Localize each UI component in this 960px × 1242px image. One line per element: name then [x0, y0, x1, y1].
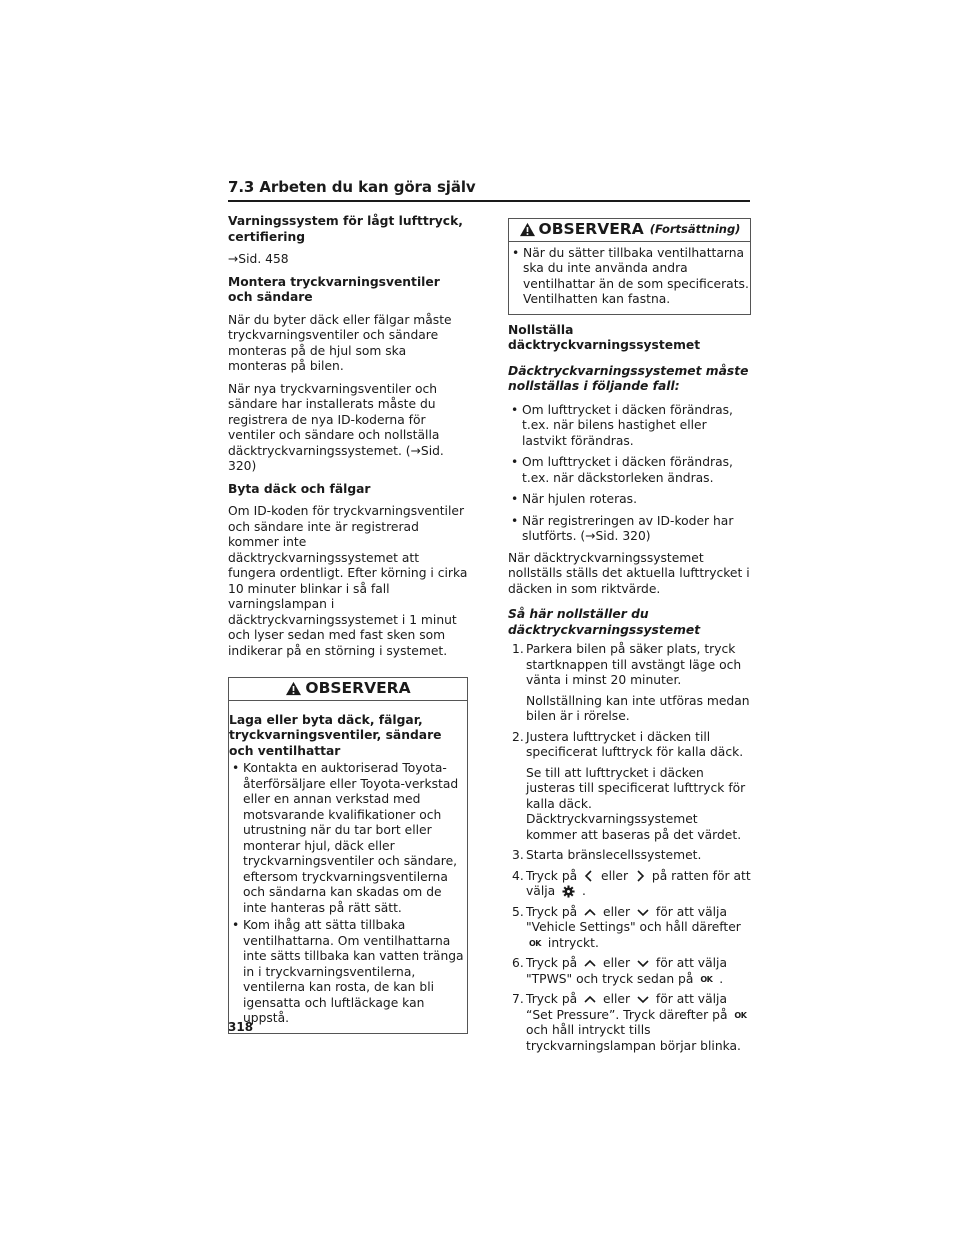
step-note: Nollställning kan inte utföras medan bilen är i rörelse.: [526, 693, 750, 723]
warning-continued-label: (Fortsättning): [649, 222, 741, 236]
warning-box-continued: [508, 218, 751, 315]
paragraph: När du byter däck eller fälgar måste tryckvarningsventiler och sändare monteras på de hjul som ska monteras på bilen.: [228, 312, 452, 373]
step-text: för att välja “Set Pressure”. Tryck därefter på: [526, 992, 728, 1022]
heading-how-to-reset: Så här nollställer du däcktryckvarningssystemet: [508, 607, 701, 637]
chevron-up-icon: [584, 908, 596, 917]
list-item: • När hjulen roteras.: [508, 492, 751, 508]
step-6: [508, 956, 751, 987]
step-text: Justera lufttrycket i däcken till specificerat lufttryck för kalla däck.: [526, 729, 744, 759]
step-text: Tryck på: [526, 992, 578, 1006]
step-text: Parkera bilen på säker plats, tryck startknappen till avstängt läge och vänta i minst 20 minuter.: [526, 642, 742, 687]
chevron-down-icon: [637, 995, 649, 1004]
ok-button-icon: OK: [734, 1010, 747, 1020]
warning-title: [229, 678, 467, 701]
step-number: 7.: [512, 992, 524, 1006]
step-2: [508, 730, 751, 761]
list-item: • Kontakta en auktoriserad Toyota-återförsäljare eller Toyota-verkstad eller en annan verkstad med motsvarande kvalifikationer och utrustning när du tar bort eller monterar hjul, däck eller tryckvarningsventiler och sändare, eftersom tryckvarningsventilerna och sändarna kan skadas om de inte hanteras på rätt sätt.: [229, 761, 467, 916]
page-number: 318: [228, 1020, 254, 1034]
heading-change-tires: Byta däck och fälgar: [228, 481, 371, 496]
step-1: [508, 642, 751, 689]
step-text: Tryck på: [526, 956, 578, 970]
heading-reset-system: Nollställa däcktryckvarningssystemet: [508, 322, 701, 352]
step-text: på ratten för att välja: [526, 868, 751, 898]
chevron-right-icon: [635, 870, 645, 882]
left-column: [228, 214, 468, 1034]
list-item: • När du sätter tillbaka ventilhattarna ska du inte använda andra ventilhattar än de som specificerats. Ventilhatten kan fastna.: [509, 246, 750, 308]
step-text: Tryck på: [526, 904, 578, 919]
step-5: [508, 905, 751, 952]
ok-button-icon: OK: [529, 938, 541, 948]
chevron-down-icon: [637, 908, 649, 917]
right-column: [508, 218, 751, 1059]
warning-triangle-icon: [519, 222, 536, 237]
step-number: 4.: [512, 868, 524, 883]
step-text: .: [582, 884, 586, 898]
step-text: .: [719, 971, 724, 986]
chevron-left-icon: [584, 870, 594, 882]
section-header: 7.3 Arbeten du kan göra själv: [228, 178, 750, 202]
ok-button-icon: OK: [700, 974, 713, 984]
step-text: för att välja "Vehicle Settings" och håll därefter: [526, 904, 741, 934]
paragraph: Om ID-koden för tryckvarningsventiler och sändare inte är registrerad kommer inte däcktryckvarningssystemet att fungera ordentligt. Efter körning i cirka 10 minuter blinkar i så fall varningslampan i däcktryckvarningssystemet i 1 minut och lyser sedan med fast sken som indikerar på en störning i systemet.: [228, 504, 468, 658]
warning-title-text: OBSERVERA: [538, 220, 644, 238]
step-number: 1.: [512, 642, 524, 656]
step-text: eller: [603, 992, 631, 1006]
step-note: Se till att lufttrycket i däcken justeras till specificerat lufttryck för kalla däck. Däcktryckvarningssystemet kommer att baseras på det värdet.: [526, 765, 746, 842]
heading-mount-valves: Montera tryckvarningsventiler och sändare: [228, 274, 440, 304]
step-text: eller: [603, 956, 631, 970]
warning-triangle-icon: [285, 681, 302, 696]
step-3: [508, 848, 751, 864]
step-number: 3.: [512, 848, 524, 862]
settings-gear-icon: [562, 885, 575, 898]
step-4: [508, 869, 751, 900]
step-text: eller: [601, 868, 629, 883]
paragraph: När nya tryckvarningsventiler och sändare har installerats måste du registrera de nya ID-koderna för ventiler och sändare och nollställa däcktryckvarningssystemet. (→Sid. 320): [228, 381, 444, 473]
step-number: 5.: [512, 904, 524, 919]
warning-box: [228, 677, 468, 1034]
page-reference-link[interactable]: →Sid. 458: [228, 252, 289, 266]
step-text: och håll intryckt tills tryckvarningslampan börjar blinka.: [526, 1023, 741, 1053]
list-item: • Om lufttrycket i däcken förändras, t.ex. när däckstorleken ändras.: [508, 455, 751, 486]
step-7: [508, 992, 751, 1054]
step-text: intryckt.: [547, 935, 599, 950]
list-item: • Om lufttrycket i däcken förändras, t.ex. när bilens hastighet eller lastvikt förändras.: [508, 403, 751, 450]
heading-certification: Varningssystem för lågt lufttryck, certifiering: [228, 214, 463, 244]
chevron-up-icon: [584, 959, 596, 968]
warning-heading: Laga eller byta däck, fälgar, tryckvarningsventiler, sändare och ventilhattar: [229, 712, 442, 758]
warning-title-text: OBSERVERA: [305, 679, 411, 697]
paragraph: När däcktryckvarningssystemet nollställs ställs det aktuella lufttrycket i däcken in som riktvärde.: [508, 550, 750, 596]
list-item: • Kom ihåg att sätta tillbaka ventilhattarna. Om ventilhattarna inte sätts tillbaka kan vatten tränga in i tryckvarningsventilerna, ventilerna kan rosta, de kan bli igensatta och luftläckage kan uppstå.: [229, 918, 467, 1027]
step-text: för att välja "TPWS" och tryck sedan på: [526, 956, 727, 986]
step-number: 6.: [512, 956, 524, 970]
step-number: 2.: [512, 729, 524, 744]
chevron-down-icon: [637, 959, 649, 968]
step-text: Tryck på: [526, 868, 578, 883]
step-text: Starta bränslecellssystemet.: [526, 848, 702, 862]
heading-when-reset: Däcktryckvarningssystemet måste nollställas i följande fall:: [508, 363, 749, 393]
chevron-up-icon: [584, 995, 596, 1004]
list-item: • När registreringen av ID-koder har slutförts. (→Sid. 320): [508, 514, 751, 545]
warning-title: [509, 219, 750, 242]
step-text: eller: [603, 904, 631, 919]
